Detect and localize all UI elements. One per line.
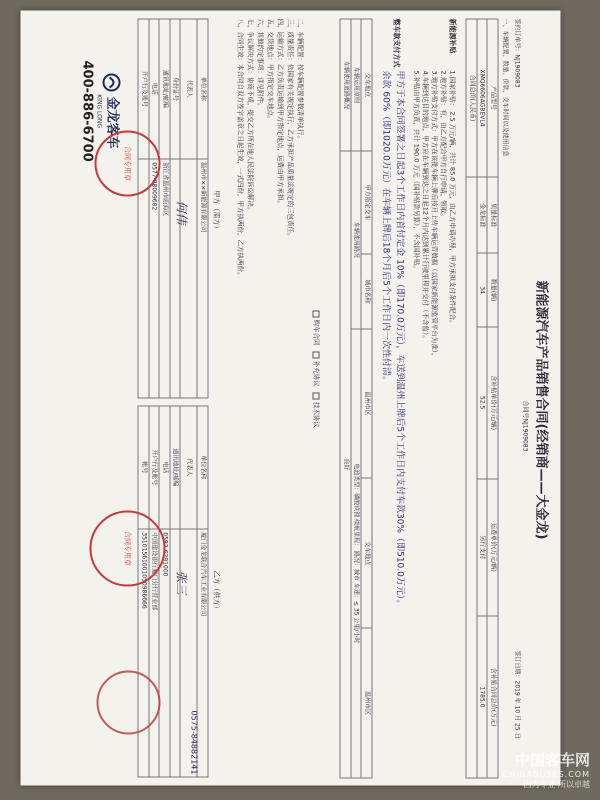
table-row bbox=[477, 19, 488, 778]
brand-name: 金龙客车 bbox=[104, 96, 120, 149]
field-label: 帐号 bbox=[138, 406, 149, 529]
clause: 五、交货地点：甲方指定交车地点。 bbox=[266, 18, 274, 122]
table-cell: 温州市区 bbox=[361, 328, 372, 478]
table-header-cell: 质量标准 bbox=[487, 177, 498, 253]
party-b-label: 乙方（供方） bbox=[212, 570, 220, 612]
checkbox-label: 技术协议 bbox=[312, 401, 320, 428]
table-row bbox=[197, 406, 208, 777]
table-cell: 甲方指定交车 bbox=[361, 151, 372, 254]
table-cell bbox=[466, 177, 477, 778]
table-cell: 车辆使用道路概况 bbox=[340, 19, 351, 151]
field-label: 代表人 bbox=[180, 406, 197, 529]
clause: 三、质量责任：依国家有关规定执行，乙方承担产品质量法规定的三包责任。 bbox=[286, 18, 294, 239]
field-label: 单位名称 bbox=[197, 406, 208, 529]
table-cell: 52.5 bbox=[477, 326, 488, 478]
table-row bbox=[159, 19, 170, 398]
party-a-address: 浙江省温州市瓯海区 bbox=[159, 158, 170, 397]
field-label: 电话 bbox=[149, 19, 160, 159]
table-cell: 车辆使用路况 bbox=[351, 151, 362, 329]
table-row bbox=[138, 19, 149, 398]
watermark-title: 中国客车网 bbox=[514, 751, 590, 769]
table-row bbox=[361, 19, 372, 778]
watermark-slogan: 因为专业 所以卓越 bbox=[523, 780, 590, 789]
party-b-phone: 0592-6291000 bbox=[159, 528, 170, 776]
field-label: 电话 bbox=[159, 406, 170, 529]
clause: 二、车辆配置：按车辆配置参数清单执行。 bbox=[296, 18, 304, 142]
table-cell: 车辆运用原则 bbox=[351, 19, 362, 151]
field-label: 开户行及账号 bbox=[138, 19, 149, 159]
stamp-party-a bbox=[94, 130, 160, 196]
table-header-cell: 运费单价(万元/辆) bbox=[487, 478, 498, 615]
subsidy-title: 新能源补贴 bbox=[448, 18, 456, 53]
table-header-cell: 含补贴单价(万元/辆) bbox=[487, 326, 498, 478]
field-label: 通讯地址/邮编 bbox=[170, 406, 181, 529]
table-header-cell: 数量(辆) bbox=[487, 253, 498, 326]
subsidy-line: 4.车辆到达目的地点，甲方应在车辆到达之日起12个月内达到累计行驶里程并交付（不含监）。 bbox=[421, 70, 429, 342]
brand-name-en: KING LONG bbox=[95, 93, 102, 128]
party-b-tel-handwritten: 0575-84882141 bbox=[189, 710, 198, 774]
party-b-account: 35101561001050986666 bbox=[138, 528, 149, 776]
checkbox-label: 购车合同 bbox=[312, 319, 320, 345]
subsidy-line: 1.国家补贴： 2.5 万元/辆，共计 85.0 万元，由乙方申请办理，甲方承担支付条件配合。 bbox=[448, 70, 456, 326]
stamp-text: 合同专用章 bbox=[123, 530, 131, 566]
table-cell bbox=[170, 158, 181, 397]
checkbox-row bbox=[312, 310, 320, 427]
table-row bbox=[149, 19, 160, 398]
table-cell: 另行支付 bbox=[477, 478, 488, 615]
kinglong-logo-icon bbox=[102, 73, 120, 91]
hotline-number: 400-886-6700 bbox=[79, 60, 95, 162]
field-label: 代表人 bbox=[180, 19, 197, 159]
table-cell: 城市名称 bbox=[361, 254, 372, 328]
table-cell: 34 bbox=[477, 253, 488, 326]
clause: 八、合同生效：本合同自双方签字盖章之日起生效，一式四份，甲方执两份，乙方执两份。 bbox=[236, 18, 244, 278]
watermark bbox=[503, 749, 590, 790]
product-table bbox=[466, 18, 499, 778]
table-header-cell: 产品型号 bbox=[487, 19, 498, 177]
party-a-name: 温州市××新能源有限公司 bbox=[197, 158, 208, 397]
signature-a: 何伟 bbox=[174, 200, 188, 225]
table-cell: XMQ6606AGBEVL4 bbox=[477, 19, 488, 177]
table-cell: 交车地点 bbox=[361, 19, 372, 151]
payment-line: 余款 60%（即1020.0万元）在车辆上牌后18个月后5个工作日内一次性付清。 bbox=[380, 70, 390, 385]
table-row bbox=[466, 19, 477, 778]
table-row bbox=[351, 19, 362, 778]
payment-line: 甲方于本合同签署之日起3个工作日内首付定金 10%（即170.0万元），车送到温州上牌后5个工作日内支付车款30%（即510.0万元）。 bbox=[394, 70, 404, 608]
table-cell bbox=[180, 158, 197, 397]
table-cell: 合同总价(人民币) bbox=[466, 19, 477, 177]
field-label: 单位名称 bbox=[197, 19, 208, 159]
contract-title: 新能源汽车产品销售合同(经销商——大金龙) bbox=[533, 280, 548, 539]
watermark-url: CHINABUSES.COM bbox=[502, 770, 590, 779]
table-cell bbox=[170, 528, 181, 776]
table-cell: 1785.0 bbox=[477, 616, 488, 778]
sign-date: 签订日期：2019 年 10 月 25 日 bbox=[513, 650, 520, 739]
party-a-label: 甲方（需方） bbox=[212, 190, 220, 232]
clause: 七、争议解决方式：协商不成，提交乙方所在地人民法院诉讼解决。 bbox=[246, 18, 254, 213]
table-row bbox=[197, 19, 208, 398]
table-cell: 交车地点 bbox=[361, 478, 372, 628]
contract-page bbox=[20, 10, 560, 785]
signature-b: 张三 bbox=[174, 570, 188, 595]
subsidy-line: 3.地方补贴支付方式：甲方在该批车辆上牌后按月上传车辆运营数据（以国家新能源监管平台为准）， bbox=[430, 70, 438, 359]
checkbox[interactable] bbox=[313, 392, 320, 399]
field-label: 身份证号 bbox=[170, 19, 181, 159]
party-b-bank: 中国建设银行厦门分行营业部 bbox=[149, 528, 160, 776]
stamp-text: 合同专用章 bbox=[123, 145, 131, 181]
clause: 四、运输方式：乙方负责运输到甲方指定地点，运费由甲方承担。 bbox=[276, 18, 284, 207]
stamp-bank bbox=[96, 670, 160, 734]
table-cell: 温州市区 bbox=[361, 628, 372, 778]
checkbox-label: 补充协议 bbox=[312, 360, 320, 387]
party-b-name: 厦门金龙联合汽车工业有限公司 bbox=[197, 528, 208, 776]
party-a-phone: 0577-88009682 bbox=[149, 158, 160, 397]
subsidy-line: 5.补贴由甲方负责，共计 190.0 万元（国补贴款另算），不含国补贴。 bbox=[412, 70, 420, 272]
checkbox[interactable] bbox=[313, 351, 320, 358]
field-label: 开户行及账号 bbox=[149, 406, 160, 529]
contract-number: 合同号NJ1909083 bbox=[521, 400, 528, 451]
table-row bbox=[159, 406, 170, 777]
table-header-cell: 含补贴合同总价(万元) bbox=[487, 616, 498, 778]
clause: 六、其他约定事项：详见附件。 bbox=[256, 18, 264, 109]
order-number: 签约订单号：NJ1909083 bbox=[513, 18, 520, 87]
subsidy-line: 2.地方补贴：有，由乙方配合甲方自行申请、领取。 bbox=[439, 70, 447, 220]
field-label: 通讯地址/邮编 bbox=[159, 19, 170, 159]
table-cell: 金龙标准 bbox=[477, 177, 488, 253]
checkbox[interactable] bbox=[313, 310, 320, 317]
payment-title: 整车款支付方式 bbox=[392, 18, 400, 67]
table-cell: 电池类型：磷酸铁锂 续航里程： 路况：城市 车速：≤ 35 公里/小时 bbox=[351, 328, 362, 777]
stamp-party-b bbox=[89, 510, 165, 586]
section1-header: 一、车辆配置、数量、价款、交车时间以及使用信息 bbox=[501, 18, 508, 157]
delivery-table bbox=[340, 18, 373, 778]
table-cell: 良好 bbox=[340, 151, 351, 778]
product-table-header bbox=[487, 19, 498, 778]
table-row bbox=[340, 19, 351, 778]
